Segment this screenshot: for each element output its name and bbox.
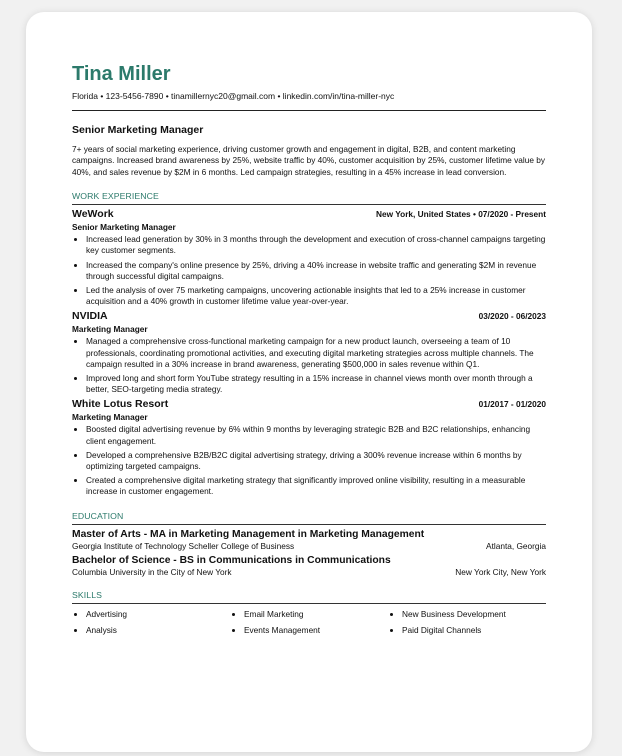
skills-heading: SKILLS — [72, 589, 103, 600]
skills-column — [230, 609, 388, 641]
skill-item: • Analysis — [86, 625, 230, 636]
job-bullets — [72, 234, 546, 307]
job-entry-nvidia — [72, 310, 546, 395]
education-divider — [72, 524, 546, 525]
job-company: WeWork — [72, 208, 114, 221]
education-school: Georgia Institute of Technology Scheller College of Business — [72, 540, 295, 551]
job-bullet: • Developed a comprehensive B2B/B2C digital advertising strategy, driving a 300% revenue increase within 6 months by optimizing targeted campaigns. — [86, 450, 546, 472]
job-company: White Lotus Resort — [72, 398, 169, 411]
skills-column — [388, 609, 546, 641]
education-school: Columbia University in the City of New York — [72, 566, 232, 577]
education-location: New York City, New York — [455, 566, 546, 577]
job-location-dates: New York, United States • 07/2020 - Present — [376, 209, 546, 220]
contact-line: Florida • 123-5456-7890 • tinamillernyc20@gmail.com • linkedin.com/in/tina-miller-nyc — [72, 91, 395, 101]
job-bullets — [72, 336, 546, 395]
education-degree: Bachelor of Science - BS in Communications in Communications — [72, 554, 391, 566]
education-heading: EDUCATION — [72, 510, 124, 521]
job-location-dates: 03/2020 - 06/2023 — [478, 311, 546, 322]
skill-item: • Paid Digital Channels — [402, 625, 546, 636]
resume-title: Senior Marketing Manager — [72, 124, 204, 136]
education-entry — [72, 555, 546, 577]
job-bullet: • Boosted digital advertising revenue by 6% within 9 months by leveraging strategic B2B and B2C relationships, enhancing client engagement. — [86, 424, 546, 446]
job-bullet: • Increased lead generation by 30% in 3 months through the development and execution of cross-channel campaigns targeting key customer segments. — [86, 234, 546, 256]
resume-page — [26, 12, 592, 752]
skills-list — [72, 609, 546, 641]
job-bullet: • Created a comprehensive digital marketing strategy that significantly improved online visibility, resulting in a measurable increase in customer engagement. — [86, 475, 546, 497]
skill-item: • New Business Development — [402, 609, 546, 620]
header-divider — [72, 110, 546, 111]
job-entry-wework — [72, 208, 546, 307]
work-experience-divider — [72, 204, 546, 205]
skill-item: • Advertising — [86, 609, 230, 620]
job-location-dates: 01/2017 - 01/2020 — [478, 399, 546, 410]
work-experience-heading: WORK EXPERIENCE — [72, 191, 159, 202]
job-bullet: • Managed a comprehensive cross-functional marketing campaign for a new product launch, overseeing a team of 10 professionals, coordinating promotional activities, and executing digital marketing strategies across multiple channels. The campaign resulted in a 30% increase in brand awareness, generating $500,000 in sales revenue within Q1. — [86, 336, 546, 370]
resume-content — [72, 62, 546, 641]
job-position: Marketing Manager — [72, 324, 148, 335]
job-company: NVIDIA — [72, 310, 108, 323]
skills-column — [72, 609, 230, 641]
education-degree: Master of Arts - MA in Marketing Management in Marketing Management — [72, 528, 425, 540]
job-entry-white-lotus — [72, 398, 546, 497]
skill-item: • Email Marketing — [244, 609, 388, 620]
job-bullet: • Led the analysis of over 75 marketing campaigns, uncovering actionable insights that led to a 25% increase in customer acquisition and a 40% growth in customer lifetime value year-over-year. — [86, 285, 546, 307]
skills-divider — [72, 603, 546, 604]
candidate-name: Tina Miller — [72, 63, 171, 85]
job-bullets — [72, 424, 546, 497]
skill-item: • Events Management — [244, 625, 388, 636]
job-bullet: • Improved long and short form YouTube strategy resulting in a 15% increase in channel views month over month through a better, SEO-targeting media strategy. — [86, 373, 546, 395]
education-entry — [72, 529, 546, 551]
summary-paragraph: 7+ years of social marketing experience, driving customer growth and engagement in digital, B2B, and content marketing campaigns. Increased brand awareness by 25%, website traffic by 40%, customer acquisition by 25%, customer lifetime value by 40%, and sales revenue by $2M in 6 months. Led campaign strategies, resulting in a 45% increase in lead conversion. — [72, 144, 546, 177]
job-position: Marketing Manager — [72, 412, 148, 423]
job-bullet: • Increased the company's online presence by 25%, driving a 40% increase in website traffic and generating $2M in revenue through successful digital campaigns. — [86, 260, 546, 282]
education-location: Atlanta, Georgia — [486, 540, 546, 551]
job-position: Senior Marketing Manager — [72, 222, 176, 233]
